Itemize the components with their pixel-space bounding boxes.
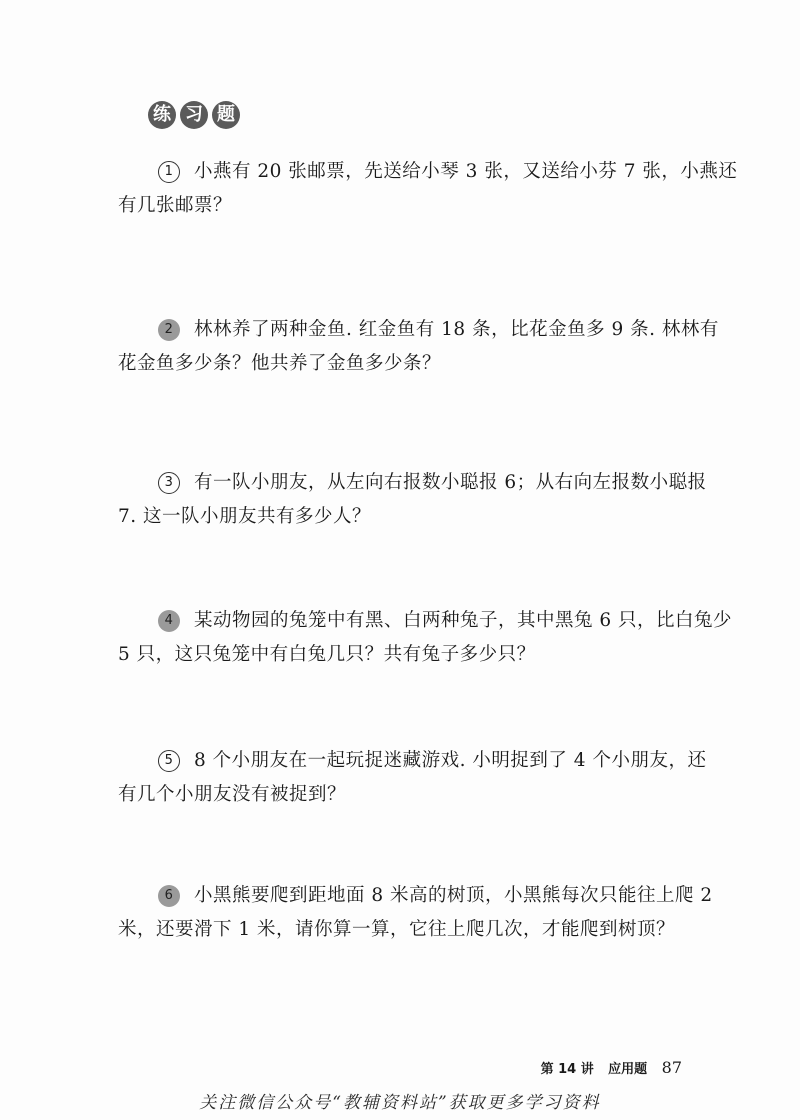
problem-number-badge: 2	[158, 319, 180, 341]
problem-2	[118, 313, 719, 381]
problem-number-badge: 1	[158, 161, 180, 183]
watermark-text: 关注微信公众号“教辅资料站”获取更多学习资料	[199, 1093, 601, 1113]
problem-text-line: 米，还要滑下 1 米，请你算一算，它往上爬几次，才能爬到树顶？	[118, 919, 676, 940]
problem-text-line: 小黑熊要爬到距地面 8 米高的树顶，小黑熊每次只能往上爬 2	[194, 885, 713, 906]
problem-6	[118, 879, 713, 947]
problem-5	[118, 744, 707, 812]
problem-text-line: 某动物园的兔笼中有黑、白两种兔子，其中黑兔 6 只，比白兔少	[194, 610, 733, 631]
problem-number-badge: 3	[158, 472, 180, 494]
problem-text-line: 小燕有 20 张邮票，先送给小琴 3 张，又送给小芬 7 张，小燕还	[194, 161, 738, 182]
footer-title: 应用题	[608, 1062, 648, 1077]
problem-number-badge: 6	[158, 885, 180, 907]
problem-text-line: 有几个小朋友没有被捉到？	[118, 784, 347, 805]
problem-text-line: 7. 这一队小朋友共有多少人？	[118, 506, 372, 527]
problem-text-line: 花金鱼多少条？他共养了金鱼多少条？	[118, 353, 442, 374]
problem-number-badge: 4	[158, 610, 180, 632]
problem-3	[118, 466, 707, 534]
section-header-char: 习	[180, 101, 208, 129]
problem-text-line: 有几张邮票？	[118, 195, 233, 216]
problem-text-line: 林林养了两种金鱼. 红金鱼有 18 条，比花金鱼多 9 条. 林林有	[194, 319, 719, 340]
problem-text-line: 8 个小朋友在一起玩捉迷藏游戏. 小明捉到了 4 个小朋友，还	[194, 750, 707, 771]
section-header-practice	[148, 101, 240, 129]
problem-text-line: 5 只，这只兔笼中有白兔几只？共有兔子多少只？	[118, 644, 536, 665]
page-footer	[541, 1058, 682, 1077]
footer-chapter: 第 14 讲	[540, 1062, 594, 1077]
section-header-char: 题	[212, 101, 240, 129]
problem-1	[118, 155, 738, 223]
page-number: 87	[661, 1058, 682, 1077]
section-header-char: 练	[148, 101, 176, 129]
problem-number-badge: 5	[158, 750, 180, 772]
problem-text-line: 有一队小朋友，从左向右报数小聪报 6；从右向左报数小聪报	[194, 472, 707, 493]
problem-4	[118, 604, 733, 672]
